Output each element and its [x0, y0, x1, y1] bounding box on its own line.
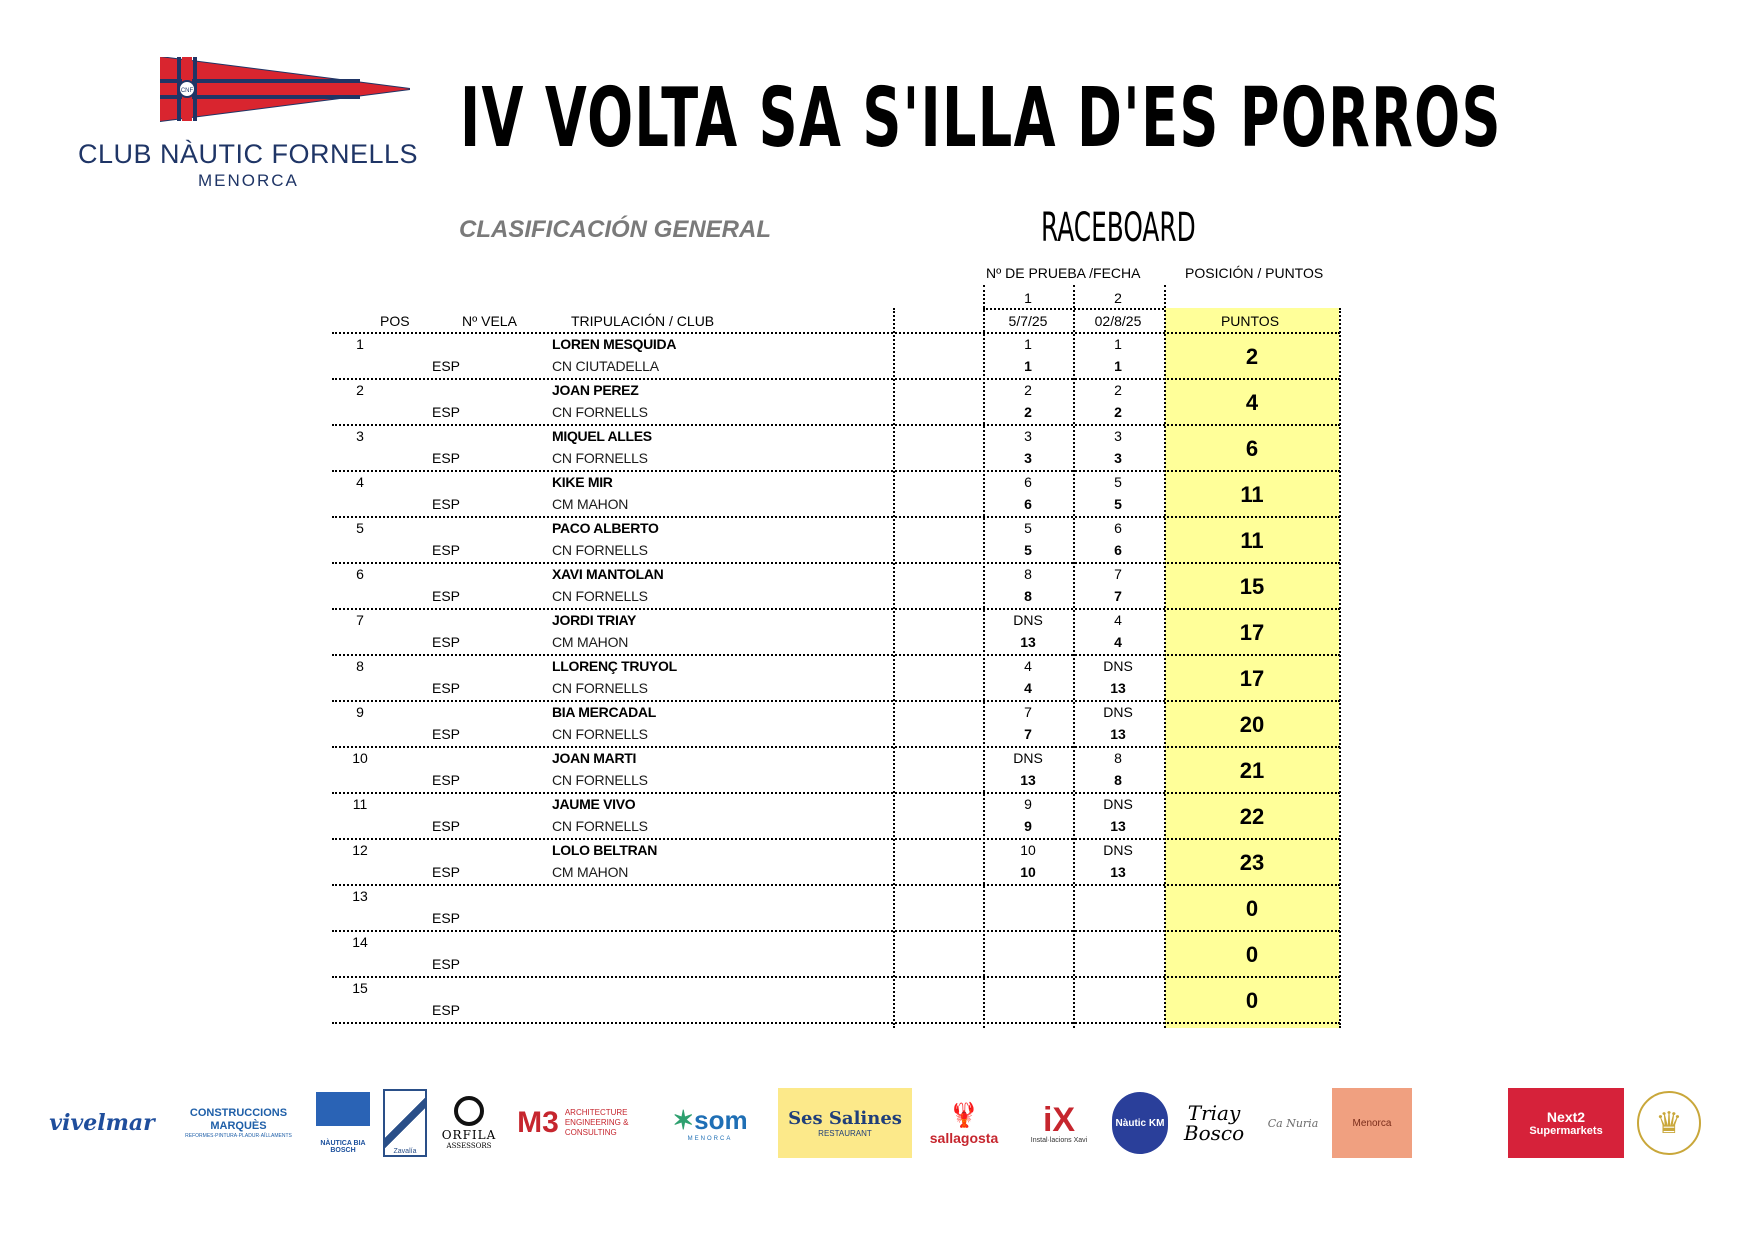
club-name: CLUB NÀUTIC FORNELLS — [78, 139, 419, 169]
row-separator — [332, 1022, 1340, 1024]
row-club: CN FORNELLS — [552, 726, 648, 742]
sponsor-strip — [42, 1088, 1712, 1158]
row-race2-place: 8 — [1114, 750, 1122, 766]
row-crew-name: PACO ALBERTO — [552, 520, 659, 536]
grid-hline — [983, 308, 1164, 310]
row-total-points: 22 — [1239, 804, 1265, 829]
row-race2-place: DNS — [1103, 842, 1133, 858]
row-club: CM MAHON — [552, 496, 629, 512]
row-position: 14 — [352, 934, 368, 950]
crew-header: TRIPULACIÓN / CLUB — [571, 313, 715, 329]
page-subtitle: CLASIFICACIÓN GENERAL — [459, 216, 771, 243]
sponsor-sallagosta: 🦞 sallagosta — [929, 1101, 999, 1146]
page-title: IV VOLTA SA S'ILLA D'ES PORROS — [460, 71, 1502, 166]
row-position: 15 — [352, 980, 368, 996]
race-date-2: 02/8/25 — [1094, 313, 1142, 329]
row-crew-name: XAVI MANTOLAN — [552, 566, 664, 582]
orfila-icon — [454, 1096, 484, 1126]
sponsor-orfila: ORFILA ASSESSORS — [434, 1088, 504, 1158]
row-nationality: ESP — [432, 864, 461, 880]
row-nationality: ESP — [432, 588, 461, 604]
row-crew-name: BIA MERCADAL — [552, 704, 656, 720]
row-race1-place: 2 — [1024, 382, 1032, 398]
race-number-1: 1 — [1024, 290, 1032, 306]
table-row — [332, 794, 1340, 840]
row-club: CN FORNELLS — [552, 404, 648, 420]
row-race2-points: 1 — [1114, 358, 1122, 374]
row-total-points: 11 — [1240, 528, 1264, 553]
sponsor-ix: iX Instal·lacions Xavi — [1030, 1100, 1088, 1144]
row-nationality: ESP — [432, 772, 461, 788]
row-race1-place: 4 — [1024, 658, 1032, 674]
table-row — [332, 886, 1340, 932]
sponsor-crown — [1634, 1088, 1704, 1158]
row-race2-points: 6 — [1114, 542, 1122, 558]
row-position: 2 — [356, 382, 364, 398]
row-race1-points: 2 — [1024, 404, 1032, 420]
row-total-points: 21 — [1239, 758, 1265, 783]
row-race2-place: 3 — [1114, 428, 1122, 444]
sail-header: Nº VELA — [462, 313, 517, 329]
row-position: 11 — [352, 796, 368, 812]
row-position: 10 — [352, 750, 368, 766]
row-race2-points: 7 — [1114, 588, 1122, 604]
row-race1-points: 7 — [1024, 726, 1032, 742]
row-race2-place: DNS — [1103, 796, 1133, 812]
row-nationality: ESP — [432, 818, 461, 834]
row-race1-points: 6 — [1024, 496, 1032, 512]
row-position: 6 — [356, 566, 364, 582]
row-nationality: ESP — [432, 910, 461, 926]
row-nationality: ESP — [432, 726, 461, 742]
row-total-points: 0 — [1245, 988, 1259, 1013]
table-row — [332, 334, 1340, 380]
row-race1-points: 4 — [1024, 680, 1032, 696]
row-race1-place: 5 — [1024, 520, 1032, 536]
row-crew-name: JORDI TRIAY — [552, 612, 637, 628]
row-position: 13 — [352, 888, 368, 904]
row-position: 7 — [356, 612, 364, 628]
table-row — [332, 840, 1340, 886]
row-race2-points: 13 — [1110, 726, 1126, 742]
row-race1-points: 9 — [1024, 818, 1032, 834]
row-race1-place: DNS — [1013, 612, 1043, 628]
row-crew-name: JAUME VIVO — [552, 796, 636, 812]
sponsor-nautica-bia-bosch: NÀUTICA BIA BOSCH — [314, 1088, 372, 1158]
row-position: 12 — [352, 842, 368, 858]
row-total-points: 6 — [1245, 436, 1259, 461]
row-total-points: 23 — [1239, 850, 1265, 875]
row-position: 9 — [356, 704, 364, 720]
row-race2-points: 3 — [1114, 450, 1122, 466]
row-total-points: 0 — [1245, 896, 1259, 921]
row-nationality: ESP — [432, 634, 461, 650]
row-position: 5 — [356, 520, 364, 536]
row-nationality: ESP — [432, 542, 461, 558]
row-race2-place: 2 — [1114, 382, 1122, 398]
table-row — [332, 518, 1340, 564]
club-location: MENORCA — [198, 171, 299, 190]
row-race2-points: 2 — [1114, 404, 1122, 420]
row-nationality: ESP — [432, 496, 461, 512]
row-crew-name: LOLO BELTRAN — [552, 842, 658, 858]
points-header: PUNTOS — [1220, 313, 1280, 329]
row-race1-points: 8 — [1024, 588, 1032, 604]
row-position: 4 — [356, 474, 364, 490]
row-position: 8 — [356, 658, 364, 674]
table-row — [332, 748, 1340, 794]
row-club: CM MAHON — [552, 864, 629, 880]
sponsor-zavalia: Zavalía — [380, 1088, 430, 1158]
table-row — [332, 702, 1340, 748]
row-race1-place: 10 — [1020, 842, 1036, 858]
row-race2-place: 1 — [1114, 336, 1122, 352]
row-position: 1 — [356, 336, 364, 352]
row-club: CM MAHON — [552, 634, 629, 650]
sponsor-m3: M3 ARCHITECTURE ENGINEERING & CONSULTING — [517, 1106, 629, 1139]
row-total-points: 15 — [1239, 574, 1265, 599]
row-club: CN FORNELLS — [552, 680, 648, 696]
table-row — [332, 564, 1340, 610]
row-total-points: 17 — [1239, 620, 1265, 645]
pos-header: POS — [380, 313, 410, 329]
table-row — [332, 426, 1340, 472]
club-logo — [70, 55, 420, 195]
row-club: CN FORNELLS — [552, 818, 648, 834]
table-row — [332, 380, 1340, 426]
row-crew-name: KIKE MIR — [552, 474, 613, 490]
row-race1-points: 1 — [1024, 358, 1032, 374]
row-nationality: ESP — [432, 358, 461, 374]
row-crew-name: MIQUEL ALLES — [552, 428, 652, 444]
position-points-header: POSICIÓN / PUNTOS — [1185, 265, 1324, 281]
table-row — [332, 656, 1340, 702]
row-race2-points: 13 — [1110, 680, 1126, 696]
sponsor-vivelmar: vivelmar — [49, 1110, 155, 1136]
burgee-monogram: CNF — [180, 88, 194, 94]
row-club: CN FORNELLS — [552, 772, 648, 788]
star-icon: ✶ — [672, 1104, 695, 1135]
sponsor-som: ✶som MENORCA — [672, 1104, 748, 1142]
row-race2-points: 13 — [1110, 864, 1126, 880]
row-race2-place: 7 — [1114, 566, 1122, 582]
row-total-points: 20 — [1239, 712, 1265, 737]
row-crew-name: LLORENÇ TRUYOL — [552, 658, 677, 674]
race-date-1: 5/7/25 — [1008, 313, 1048, 329]
sponsor-construccions-marques: CONSTRUCCIONS MARQUÈS REFORMES·PINTURA·PLADUR·AÏLLAMENTS — [185, 1106, 292, 1140]
row-race1-points: 3 — [1024, 450, 1032, 466]
row-race2-points: 13 — [1110, 818, 1126, 834]
sponsor-nautic-km: Nàutic KM — [1110, 1088, 1170, 1158]
table-row — [332, 472, 1340, 518]
row-nationality: ESP — [432, 956, 461, 972]
row-nationality: ESP — [432, 1002, 461, 1018]
row-race1-place: DNS — [1013, 750, 1043, 766]
row-race2-place: DNS — [1103, 658, 1133, 674]
row-nationality: ESP — [432, 450, 461, 466]
row-race2-place: 5 — [1114, 474, 1122, 490]
row-race1-place: 3 — [1024, 428, 1032, 444]
table-row — [332, 978, 1340, 1024]
row-crew-name: JOAN PEREZ — [552, 382, 639, 398]
row-race2-place: DNS — [1103, 704, 1133, 720]
row-total-points: 0 — [1245, 942, 1259, 967]
row-club: CN FORNELLS — [552, 542, 648, 558]
row-race1-points: 13 — [1020, 634, 1036, 650]
row-race1-place: 9 — [1024, 796, 1032, 812]
lobster-icon: 🦞 — [949, 1101, 979, 1129]
row-nationality: ESP — [432, 404, 461, 420]
crown-icon: ♛ — [1655, 1106, 1683, 1140]
row-crew-name: LOREN MESQUIDA — [552, 336, 677, 352]
row-race1-place: 7 — [1024, 704, 1032, 720]
row-club: CN FORNELLS — [552, 588, 648, 604]
table-row — [332, 610, 1340, 656]
row-club: CN CIUTADELLA — [552, 358, 659, 374]
race-number-2: 2 — [1114, 290, 1122, 306]
row-total-points: 2 — [1245, 344, 1259, 369]
row-race1-points: 5 — [1024, 542, 1032, 558]
sponsor-triay-bosco: Triay Bosco — [1183, 1101, 1245, 1145]
row-race2-points: 5 — [1114, 496, 1122, 512]
row-position: 3 — [356, 428, 364, 444]
burgee-icon — [160, 57, 410, 137]
row-nationality: ESP — [432, 680, 461, 696]
row-race2-points: 4 — [1114, 634, 1122, 650]
sponsor-menorca-b: Menorca — [1332, 1088, 1412, 1158]
row-total-points: 11 — [1240, 482, 1264, 507]
sponsor-ca-nuria: Ca Nuria — [1267, 1116, 1319, 1130]
row-race2-place: 6 — [1114, 520, 1122, 536]
row-total-points: 17 — [1239, 666, 1265, 691]
class-name: RACEBOARD — [1041, 205, 1196, 251]
row-total-points: 4 — [1245, 390, 1259, 415]
row-race2-place: 4 — [1114, 612, 1122, 628]
row-race1-place: 8 — [1024, 566, 1032, 582]
sponsor-next2: Next2 Supermarkets — [1508, 1088, 1624, 1158]
race-header: Nº DE PRUEBA /FECHA — [986, 265, 1141, 281]
row-crew-name: JOAN MARTI — [552, 750, 637, 766]
row-race2-points: 8 — [1114, 772, 1122, 788]
row-race1-place: 1 — [1024, 336, 1032, 352]
sponsor-ses-salines: Ses Salines RESTAURANT — [778, 1088, 912, 1158]
row-race1-points: 10 — [1020, 864, 1036, 880]
table-row — [332, 932, 1340, 978]
row-race1-place: 6 — [1024, 474, 1032, 490]
row-race1-points: 13 — [1020, 772, 1036, 788]
row-club: CN FORNELLS — [552, 450, 648, 466]
